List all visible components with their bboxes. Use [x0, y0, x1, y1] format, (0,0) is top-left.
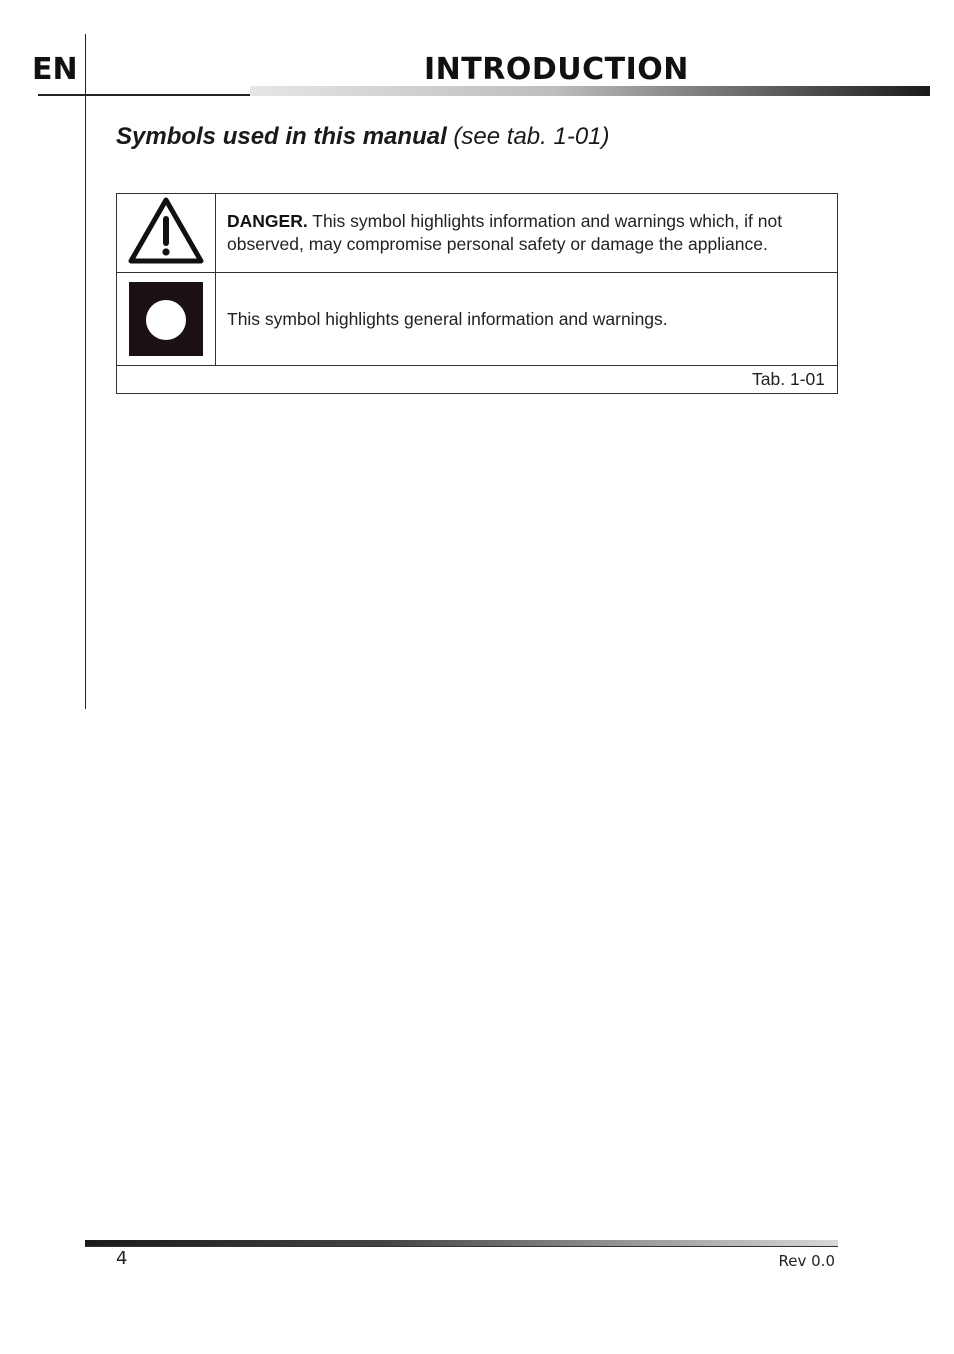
footer-rule — [85, 1246, 838, 1247]
icon-cell — [117, 273, 216, 366]
danger-text: This symbol highlights information and warnings which, if not observed, may compromise personal safety or damage the appliance. — [227, 211, 783, 254]
subtitle-reference: (see tab. 1-01) — [453, 123, 610, 150]
icon-cell — [117, 194, 216, 273]
subtitle-main: Symbols used in this manual — [116, 123, 447, 150]
danger-label: DANGER. — [227, 211, 308, 231]
table-caption: Tab. 1-01 — [117, 366, 838, 394]
danger-description — [216, 194, 838, 273]
table-row — [117, 194, 838, 273]
info-dot-icon — [129, 282, 203, 356]
info-description: This symbol highlights general information and warnings. — [216, 273, 838, 366]
table-row — [117, 273, 838, 366]
warning-triangle-icon — [127, 195, 205, 265]
revision-label: Rev 0.0 — [778, 1252, 835, 1270]
language-tag: EN — [32, 52, 78, 87]
page-number: 4 — [116, 1248, 128, 1269]
header-rule — [38, 94, 250, 96]
symbols-table — [116, 193, 838, 394]
page-title: INTRODUCTION — [424, 52, 689, 87]
section-subtitle — [116, 122, 610, 152]
table-caption-row — [117, 366, 838, 394]
margin-vertical-rule — [85, 34, 86, 709]
